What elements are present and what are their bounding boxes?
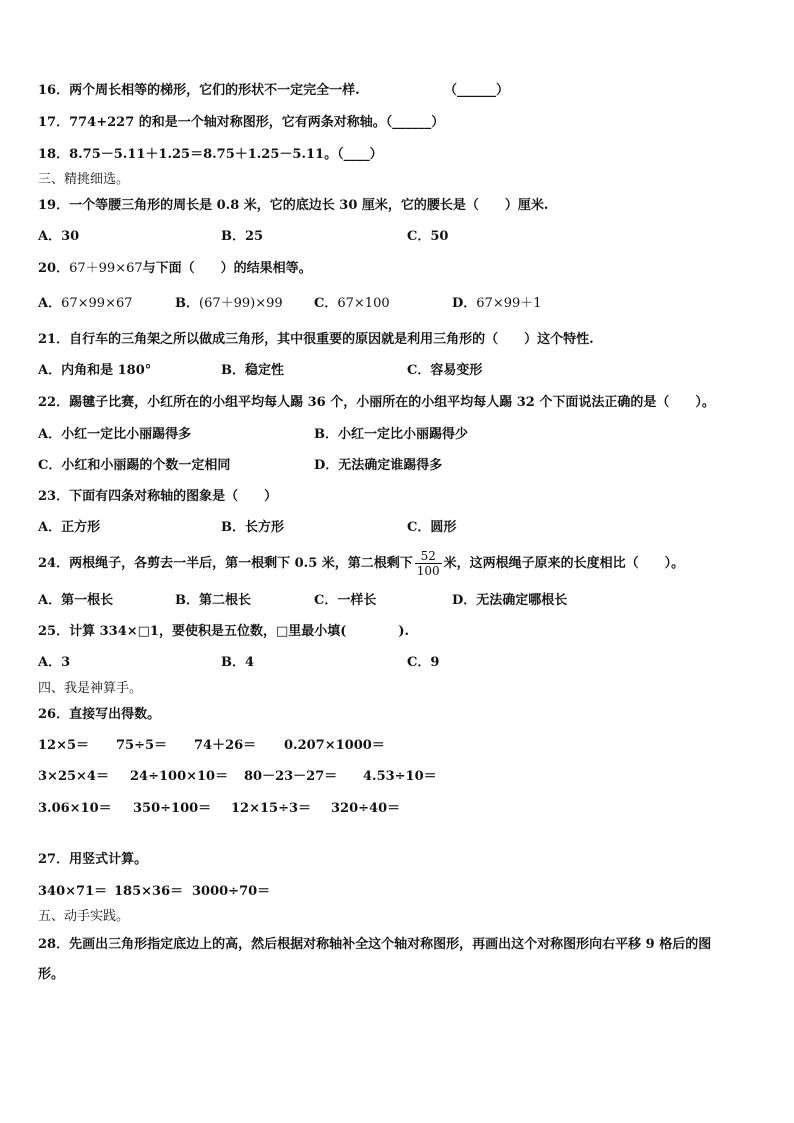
q25-option-c: C．9 [407, 655, 440, 670]
q20-option-d-expr: 67×99＋1 [476, 296, 542, 311]
q26-row2-item4: 4.53÷10＝ [363, 769, 437, 784]
question-27: 27．用竖式计算。 [38, 852, 148, 867]
q23-option-c: C．圆形 [407, 520, 457, 535]
question-26: 26．直接写出得数。 [38, 707, 161, 722]
q20-option-a-label: A． [38, 296, 62, 311]
q26-row2-item2: 24÷100×10＝ [130, 769, 229, 784]
q22-option-d: D．无法确定谁踢得多 [314, 458, 443, 473]
q26-row2-item1: 3×25×4＝ [38, 769, 109, 784]
q27-item1: 340×71＝ [38, 884, 108, 899]
q24-option-d: D．无法确定哪根长 [452, 593, 568, 608]
question-16-blank: （______） [444, 83, 510, 98]
q20-option-b-label: B． [175, 296, 199, 311]
q19-option-c: C．50 [407, 229, 449, 244]
q26-row1-item1: 12×5＝ [38, 738, 90, 753]
q20-option-b [175, 295, 283, 313]
q21-option-b: B．稳定性 [221, 363, 284, 378]
question-22: 22．踢毽子比赛，小红所在的小组平均每人踢 36 个，小丽所在的小组平均每人踢 32 个下面说法正确的是（ ）。 [38, 395, 715, 410]
q20-option-a [38, 295, 133, 313]
q26-row3-item1: 3.06×10＝ [38, 801, 112, 816]
q26-row3-item4: 320÷40＝ [331, 801, 401, 816]
q20-expression: 67＋99×67 [69, 261, 143, 276]
q26-row3-item2: 350÷100＝ [133, 801, 212, 816]
question-20 [38, 260, 312, 278]
q20-option-d [452, 295, 542, 313]
q20-option-c-label: C． [314, 296, 338, 311]
q24-suffix: 米，这两根绳子原来的长度相比（ ）。 [443, 556, 685, 571]
q25-option-a: A．3 [38, 655, 71, 670]
q26-row1-item4: 0.207×1000＝ [284, 738, 385, 753]
q20-option-c [314, 295, 390, 313]
q20-option-a-expr: 67×99×67 [61, 296, 133, 311]
q26-row3-item3: 12×15÷3＝ [231, 801, 312, 816]
q19-option-a: A．30 [38, 229, 80, 244]
q19-option-b: B．25 [221, 229, 264, 244]
q26-row1-item3: 74＋26＝ [194, 738, 257, 753]
q23-option-b: B．长方形 [221, 520, 284, 535]
section-4-heading: 四、我是神算手。 [38, 681, 143, 696]
section-3-heading: 三、精挑细选。 [38, 172, 130, 187]
q24-prefix: 24．两根绳子，各剪去一半后，第一根剩下 0.5 米，第二根剩下 [38, 556, 413, 571]
q21-option-c: C．容易变形 [407, 363, 483, 378]
question-28-line1: 28．先画出三角形指定底边上的高，然后根据对称轴补全这个轴对称图形，再画出这个对称图形向右平移 9 格后的图 [38, 937, 712, 952]
q24-option-c: C．一样长 [314, 593, 377, 608]
question-16 [38, 82, 360, 100]
q20-number: 20． [38, 261, 70, 276]
section-5-heading: 五、动手实践。 [38, 909, 130, 924]
q20-option-d-label: D． [452, 296, 477, 311]
question-24 [38, 548, 684, 580]
q23-option-a: A．正方形 [38, 520, 101, 535]
q21-option-a: A．内角和是 180° [38, 363, 152, 378]
q22-option-c: C．小红和小丽踢的个数一定相同 [38, 458, 231, 473]
q22-option-a: A．小红一定比小丽踢得多 [38, 427, 192, 442]
q24-fraction [415, 549, 442, 578]
q24-option-a: A．第一根长 [38, 593, 114, 608]
q24-option-b: B．第二根长 [175, 593, 251, 608]
q20-option-c-expr: 67×100 [337, 296, 390, 311]
q24-fraction-numerator: 52 [415, 549, 442, 564]
q20-option-b-expr: (67＋99)×99 [199, 296, 283, 311]
question-18: 18．8.75－5.11＋1.25＝8.75＋1.25－5.11。（____） [38, 147, 383, 162]
q22-option-b: B．小红一定比小丽踢得少 [314, 427, 468, 442]
q24-fraction-denominator: 100 [416, 564, 440, 578]
question-25: 25．计算 334×□1，要使积是五位数，□里最小填( ). [38, 624, 410, 639]
q25-option-b: B．4 [221, 655, 255, 670]
question-17: 17．774+227 的和是一个轴对称图形，它有两条对称轴。（______） [38, 115, 445, 130]
question-23: 23．下面有四条对称轴的图象是（ ） [38, 489, 278, 504]
q26-row2-item3: 80－23－27＝ [244, 769, 338, 784]
question-16-text: 16．两个周长相等的梯形，它们的形状不一定完全一样. [38, 83, 360, 98]
question-19: 19．一个等腰三角形的周长是 0.8 米，它的底边长 30 厘米，它的腰长是（ ）厘米. [38, 198, 549, 213]
q26-row1-item2: 75÷5＝ [116, 738, 168, 753]
q20-suffix: 与下面（ ）的结果相等。 [142, 261, 312, 276]
question-21: 21．自行车的三角架之所以做成三角形，其中很重要的原因就是利用三角形的（ ）这个特性. [38, 332, 594, 347]
q27-item2: 185×36＝ [114, 884, 184, 899]
question-28-line2: 形。 [38, 967, 65, 982]
q27-item3: 3000÷70＝ [192, 884, 271, 899]
